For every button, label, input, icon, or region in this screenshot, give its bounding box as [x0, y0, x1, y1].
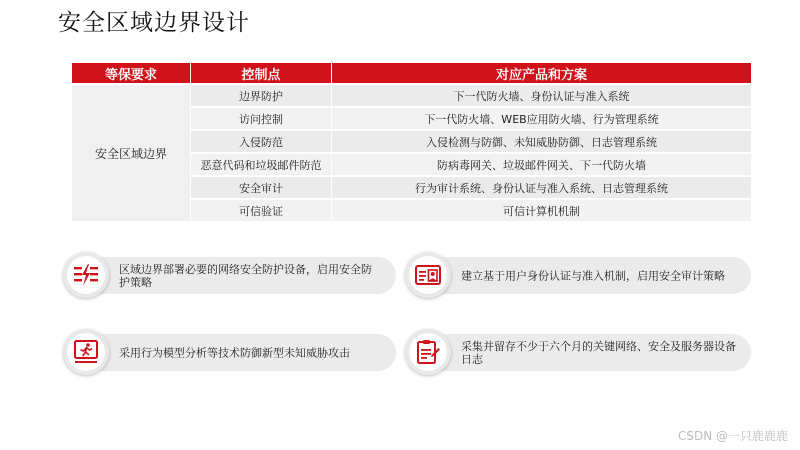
measure-card-boundary-protection: [69, 257, 396, 294]
card-text: 采集并留存不少于六个月的关键网络、安全及服务器设备日志: [461, 339, 736, 366]
card-badge: [63, 252, 109, 298]
page-title: 安全区域边界设计: [58, 10, 250, 36]
table-header-row: [72, 63, 751, 83]
card-text: 建立基于用户身份认证与准入机制，启用安全审计策略: [461, 269, 725, 282]
card-badge: [405, 329, 451, 375]
control-cell: 访问控制: [191, 108, 331, 129]
card-text: 采用行为模型分析等技术防御新型未知威胁攻击: [119, 346, 350, 359]
control-cell: 入侵防范: [191, 131, 331, 152]
solution-cell: 下一代防火墙、WEB应用防火墙、行为管理系统: [332, 108, 751, 129]
card-badge: [405, 252, 451, 298]
solution-cell: 下一代防火墙、身份认证与准入系统: [332, 85, 751, 106]
control-cell: 恶意代码和垃圾邮件防范: [191, 154, 331, 175]
running-person-monitor-icon: [73, 340, 99, 364]
control-cell: 安全审计: [191, 177, 331, 198]
solution-cell: 入侵检测与防御、未知威胁防御、日志管理系统: [332, 131, 751, 152]
id-card-icon: [415, 265, 441, 285]
lightning-bars-icon: [73, 264, 99, 286]
card-text: 区域边界部署必要的网络安全防护设备，启用安全防护策略: [119, 262, 372, 289]
measure-card-log-retention: [411, 334, 751, 371]
header-requirement: 等保要求: [72, 63, 190, 83]
region-cell: 安全区域边界: [72, 85, 190, 221]
control-cell: 边界防护: [191, 85, 331, 106]
requirements-table: [71, 61, 752, 223]
table-row: [72, 85, 751, 106]
clipboard-pen-icon: [415, 339, 441, 365]
solution-cell: 防病毒网关、垃圾邮件网关、下一代防火墙: [332, 154, 751, 175]
measure-card-behavior-model: [69, 334, 396, 371]
solution-cell: 可信计算机机制: [332, 200, 751, 221]
measure-card-identity-audit: [411, 257, 751, 294]
solution-cell: 行为审计系统、身份认证与准入系统、日志管理系统: [332, 177, 751, 198]
watermark: CSDN @一只鹿鹿鹿: [677, 429, 788, 443]
header-control-point: 控制点: [191, 63, 331, 83]
card-badge: [63, 329, 109, 375]
header-products-solutions: 对应产品和方案: [332, 63, 751, 83]
control-cell: 可信验证: [191, 200, 331, 221]
